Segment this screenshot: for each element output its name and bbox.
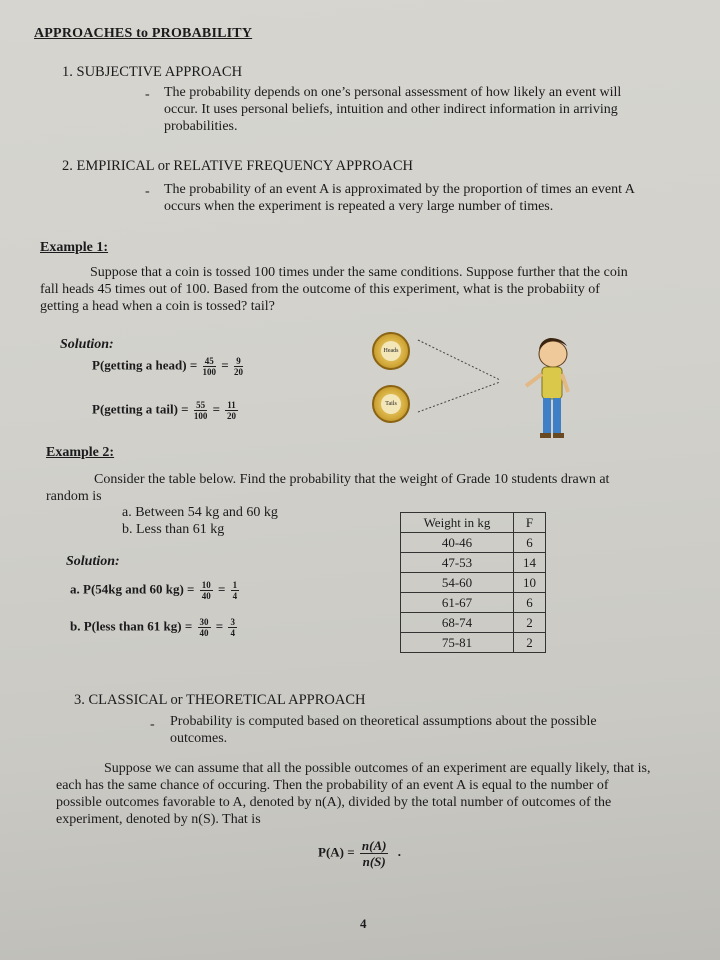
weight-frequency-table <box>400 512 546 653</box>
example-2-label: Example 2: <box>46 445 115 460</box>
section-2-text: The probability of an event A is approximated by the proportion of times an event A occurs when the experiment is repeated a very large number of times. <box>164 182 635 214</box>
example-1-text: Suppose that a coin is tossed 100 times under the same conditions. Suppose further that the coin fall heads 45 times out of 100. Based from the outcome of this experiment, what is the probabiity of getting a head when a coin is tossed? tail? <box>40 265 628 314</box>
classical-formula: P(A) = $\frac{n(A)}{n(S)}$ . <box>318 838 401 869</box>
section-3-text: Probability is computed based on theoretical assumptions about the possible outcomes. <box>170 714 597 746</box>
example-2-text: Consider the table below. Find the probability that the weight of Grade 10 students drawn at random is <box>46 472 610 504</box>
section-2-bullet: - <box>145 184 150 199</box>
table-row: 75-81 2 <box>401 633 546 653</box>
example-2-items: a. Between 54 kg and 60 kg b. Less than 61 kg <box>122 505 278 537</box>
answer-a: a. P(54kg and 60 kg) = $\frac{10}{40}$ = $\frac{1}{4}$ <box>70 580 238 601</box>
coin-toss-illustration <box>410 330 580 445</box>
table-row: 68-74 2 <box>401 613 546 633</box>
coin-tails-icon: Tails <box>372 385 410 423</box>
example-1-solution-label: Solution: <box>60 337 114 352</box>
section-3-bullet: - <box>150 717 155 732</box>
page-title: APPROACHES to PROBABILITY <box>34 26 253 41</box>
table-row: 61-67 6 <box>401 593 546 613</box>
section-1-text: The probability depends on one’s personal assessment of how likely an event will occur. It uses personal beliefs, intuition and other indirect information in arriving probabilities. <box>164 85 622 134</box>
section-1-bullet: - <box>145 87 150 102</box>
table-header: F <box>514 513 546 533</box>
table-header-row <box>401 513 546 533</box>
example-2-solution-label: Solution: <box>66 554 120 569</box>
table-header: Weight in kg <box>401 513 514 533</box>
page-number: 4 <box>360 916 367 931</box>
table-row: 40-46 6 <box>401 533 546 553</box>
tail-probability: P(getting a tail) = $\frac{55}{100}$ = $\frac{11}{20}$ <box>92 400 237 421</box>
example-1-label: Example 1: <box>40 240 109 255</box>
section-2-heading: 2. EMPIRICAL or RELATIVE FREQUENCY APPROACH <box>62 158 413 174</box>
answer-b: b. P(less than 61 kg) = $\frac{30}{40}$ = $\frac{3}{4}$ <box>70 617 235 638</box>
section-3-paragraph: Suppose we can assume that all the possible outcomes of an experiment are equally likely, that is, each has the same chance of occuring. Then the probability of an event A is equal to the number of possible outcomes favorable to A, denoted by n(A), divided by the total number of outcomes of the experiment, denoted by n(S). That is <box>56 761 651 827</box>
table-row: 54-60 10 <box>401 573 546 593</box>
table-row: 47-53 14 <box>401 553 546 573</box>
head-probability: P(getting a head) = $\frac{45}{100}$ = $\frac{9}{20}$ <box>92 356 243 377</box>
coin-heads-icon: Heads <box>372 332 410 370</box>
section-1-heading: 1. SUBJECTIVE APPROACH <box>62 64 243 80</box>
section-3-heading: 3. CLASSICAL or THEORETICAL APPROACH <box>74 692 366 708</box>
